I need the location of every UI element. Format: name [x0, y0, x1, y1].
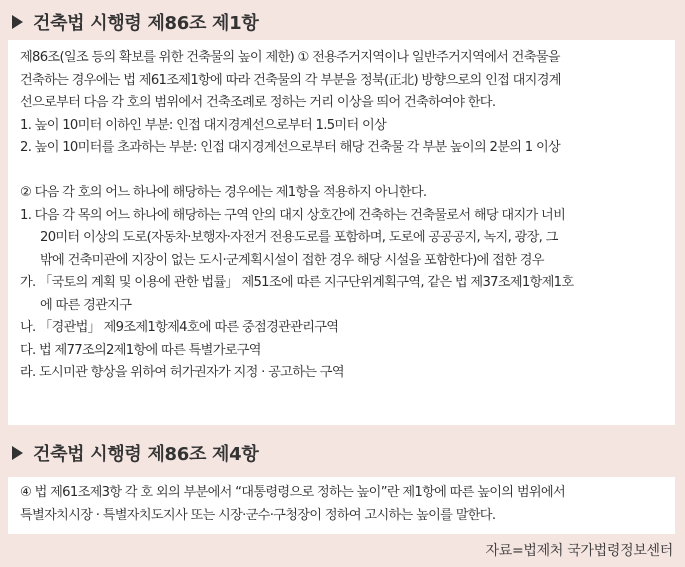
text-line: 에 따른 경관지구: [40, 297, 132, 313]
text-line: 선으로부터 다음 각 호의 범위에서 건축조례로 정하는 거리 이상을 띄어 건축하여야 한다.: [20, 95, 496, 110]
text-line: 라. 도시미관 향상을 위하여 허가권자가 지정 · 공고하는 구역: [20, 365, 344, 380]
triangle-bullet-icon: [12, 446, 23, 460]
text-line: ② 다음 각 호의 어느 하나에 해당하는 경우에는 제1항을 적용하지 아니한다.: [20, 185, 427, 200]
section2-content-box: [8, 477, 675, 534]
text-line: 밖에 건축미관에 지장이 없는 도시·군계획시설이 접한 경우 해당 시설을 포함한다)에 접한 경우: [40, 252, 544, 268]
section1-content-box: [8, 40, 675, 425]
text-line: 2. 높이 10미터를 초과하는 부분: 인접 대지경계선으로부터 해당 건축물 각 부분 높이의 2분의 1 이상: [20, 140, 561, 155]
spacer: [20, 160, 667, 183]
section2-heading: [12, 440, 258, 466]
text-line: ④ 법 제61조제3항 각 호 외의 부분에서 “대통령령으로 정하는 높이”란 제1항에 따른 높이의 범위에서: [20, 485, 565, 500]
section2-title: 건축법 시행령 제86조 제4항: [33, 444, 259, 465]
text-line: 나. 「경관법」 제9조제1항제4호에 따른 중점경관관리구역: [20, 320, 339, 335]
text-line: 건축하는 경우에는 법 제61조제1항에 따라 건축물의 각 부분을 정북(正北) 방향으로의 인접 대지경계: [20, 72, 561, 88]
text-line: 1. 높이 10미터 이하인 부분: 인접 대지경계선으로부터 1.5미터 이상: [20, 117, 387, 133]
section1-title: 건축법 시행령 제86조 제1항: [33, 13, 259, 34]
source-credit: 자료=법제처 국가법령정보센터: [485, 543, 673, 559]
section1-heading: [12, 9, 258, 35]
text-line: 다. 법 제77조의2제1항에 따른 특별가로구역: [20, 342, 261, 358]
text-line: 1. 다음 각 목의 어느 하나에 해당하는 구역 안의 대지 상호간에 건축하는 건축물로서 해당 대지가 너비: [20, 207, 566, 223]
text-line: 특별자치시장 · 특별자치도지사 또는 시장·군수·구청장이 정하여 고시하는 높이를 말한다.: [20, 507, 496, 523]
text-line: 20미터 이상의 도로(자동차·보행자·자전거 전용도로를 포함하며, 도로에 공공공지, 녹지, 광장, 그: [40, 230, 558, 245]
text-line: 제86조(일조 등의 확보를 위한 건축물의 높이 제한) ① 전용주거지역이나 일반주거지역에서 건축물을: [20, 50, 560, 65]
text-line: 가. 「국토의 계획 및 이용에 관한 법률」 제51조에 따른 지구단위계획구역, 같은 법 제37조제1항제1호: [20, 275, 574, 290]
triangle-bullet-icon: [12, 15, 23, 29]
